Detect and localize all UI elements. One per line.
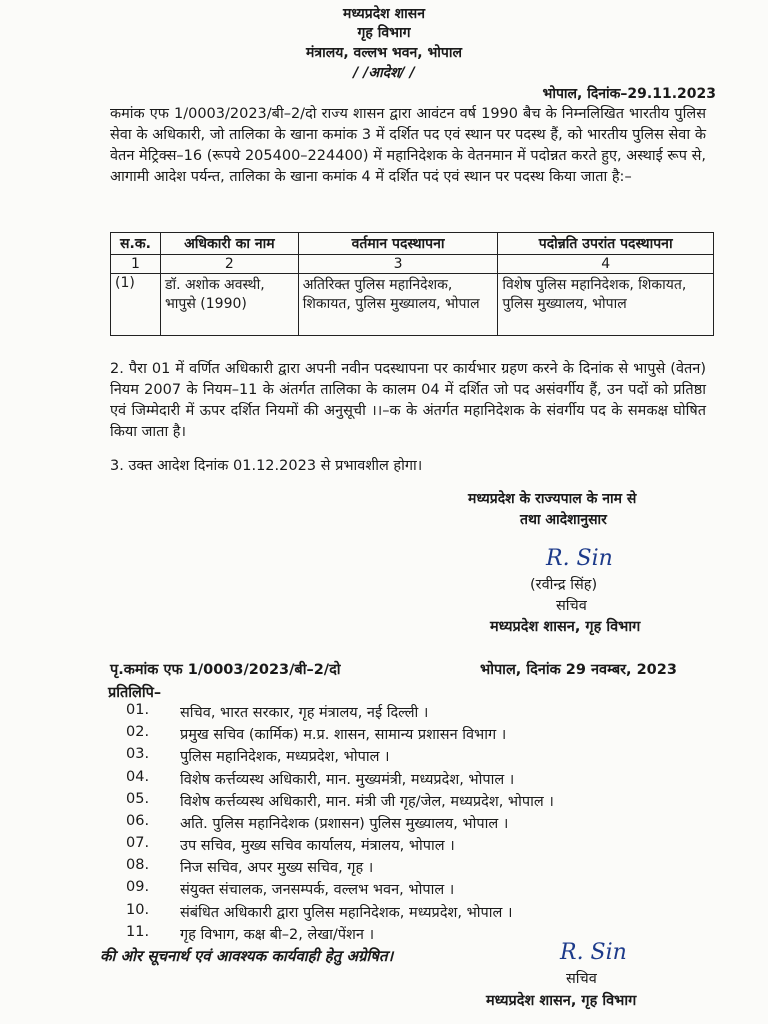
forwarding-note: की ओर सूचनार्थ एवं आवश्यक कार्यवाही हेतु अग्रेषित।: [100, 947, 394, 965]
col-number: 1: [111, 255, 161, 274]
list-item-text: विशेष कर्त्तव्यस्थ अधिकारी, मान. मंत्री जी गृह/जेल, मध्यप्रदेश, भोपाल ।: [180, 794, 554, 810]
list-item-text: निज सचिव, अपर मुख्य सचिव, गृह ।: [180, 860, 374, 876]
list-item: [0, 902, 768, 924]
list-item-text: विशेष कर्त्तव्यस्थ अधिकारी, मान. मुख्यमंत्री, मध्यप्रदेश, भोपाल ।: [180, 772, 515, 788]
col-header-current-posting: वर्तमान पदस्थापना: [298, 233, 498, 255]
list-item-number: 04.: [126, 769, 150, 785]
list-item: [0, 746, 768, 768]
table-row: [111, 274, 714, 336]
list-item-text: संयुक्त संचालक, जनसम्पर्क, वल्लभ भवन, भोपाल ।: [180, 882, 455, 898]
list-item-number: 11.: [126, 924, 150, 940]
table-number-row: [111, 255, 714, 274]
list-item-number: 06.: [126, 813, 150, 829]
list-item-text: उप सचिव, मुख्य सचिव कार्यालय, मंत्रालय, भोपाल ।: [180, 838, 455, 854]
list-item-number: 02.: [126, 724, 150, 740]
signatory-2-designation: सचिव: [566, 971, 597, 987]
promotion-table: [110, 232, 714, 336]
header-state: मध्यप्रदेश शासन: [343, 6, 425, 22]
list-item-text: गृह विभाग, कक्ष बी–2, लेखा/पेंशन ।: [180, 927, 375, 943]
authority-line-1: मध्यप्रदेश के राज्यपाल के नाम से: [468, 491, 637, 507]
endorsement-number: पृ.कमांक एफ 1/0003/2023/बी–2/दो: [110, 662, 341, 678]
col-number: 4: [498, 255, 714, 274]
list-item-number: 09.: [126, 879, 150, 895]
list-item: [0, 724, 768, 746]
signatory-department: मध्यप्रदेश शासन, गृह विभाग: [490, 619, 641, 635]
list-item-number: 03.: [126, 746, 150, 762]
col-header-name: अधिकारी का नाम: [160, 233, 298, 255]
list-item-number: 10.: [126, 902, 150, 918]
list-item: [0, 857, 768, 879]
copy-to-label: प्रतिलिपि–: [108, 685, 162, 701]
endorsement-date: भोपाल, दिनांक 29 नवम्बर, 2023: [480, 662, 677, 678]
paragraph-2: 2. पैरा 01 में वर्णित अधिकारी द्वारा अपनी नवीन पदस्थापना पर कार्यभार ग्रहण करने के दिनांक से भापुसे (वेतन) नियम 2007 के नियम–11 के अंतर्गत तालिका के कालम 04 में दर्शित जो पद असंवर्गीय हैं, उन पदों को प्रतिष्ठा एवं जिम्मेदारी में ऊपर दर्शित नियमों की अनुसूची ।।–क के अंतर्गत महानिदेशक के संवर्गीय पद के समकक्ष घोषित किया जाता है।: [110, 361, 706, 440]
list-item: [0, 791, 768, 813]
signature-2: R. Sin: [560, 940, 627, 965]
cell-current-posting: अतिरिक्त पुलिस महानिदेशक, शिकायत, पुलिस मुख्यालय, भोपाल: [298, 274, 498, 336]
col-header-serial: स.क.: [111, 233, 161, 255]
list-item-number: 07.: [126, 835, 150, 851]
order-title: / /आदेश/ /: [353, 65, 415, 81]
intro-paragraph: कमांक एफ 1/0003/2023/बी–2/दो राज्य शासन द्वारा आवंटन वर्ष 1990 बैच के निम्नलिखित भारतीय पुलिस सेवा के अधिकारी, जो तालिका के खाना कमांक 3 में दर्शित पद एवं स्थान पर पदस्थ हैं, को भारतीय पुलिस सेवा के वेतन मेट्रिक्स–16 (रूपये 205400–224400) में महानिदेशक के वेतनमान में पदोन्नत करते हुए, अस्थाई रूप से, आगामी आदेश पर्यन्त, तालिका के खाना कमांक 4 में दर्शित पदं एवं स्थान पर पदस्थ किया जाता है:–: [110, 106, 706, 185]
list-item: [0, 924, 768, 946]
cell-promoted-posting: विशेष पुलिस महानिदेशक, शिकायत, पुलिस मुख्यालय, भोपाल: [498, 274, 714, 336]
header-department: गृह विभाग: [357, 25, 411, 41]
list-item-text: अति. पुलिस महानिदेशक (प्रशासन) पुलिस मुख्यालय, भोपाल ।: [180, 816, 509, 832]
header-address: मंत्रालय, वल्लभ भवन, भोपाल: [306, 45, 462, 61]
list-item-text: पुलिस महानिदेशक, मध्यप्रदेश, भोपाल ।: [180, 749, 390, 765]
list-item-text: प्रमुख सचिव (कार्मिक) म.प्र. शासन, सामान्य प्रशासन विभाग ।: [180, 727, 507, 743]
authority-line-2: तथा आदेशानुसार: [520, 512, 607, 528]
paragraph-3: 3. उक्त आदेश दिनांक 01.12.2023 से प्रभावशील होगा।: [110, 458, 423, 474]
list-item: [0, 879, 768, 901]
list-item: [0, 702, 768, 724]
list-item-text: संबंधित अधिकारी द्वारा पुलिस महानिदेशक, मध्यप्रदेश, भोपाल ।: [180, 905, 513, 921]
cell-serial: (1): [111, 274, 161, 336]
list-item: [0, 835, 768, 857]
signatory-2-department: मध्यप्रदेश शासन, गृह विभाग: [486, 993, 637, 1009]
col-header-promoted-posting: पदोन्नति उपरांत पदस्थापना: [498, 233, 714, 255]
col-number: 2: [160, 255, 298, 274]
list-item-number: 05.: [126, 791, 150, 807]
signature-1: R. Sin: [546, 546, 613, 571]
cell-officer-name: डॉ. अशोक अवस्थी, भापुसे (1990): [160, 274, 298, 336]
list-item-text: सचिव, भारत सरकार, गृह मंत्रालय, नई दिल्ली ।: [180, 705, 429, 721]
place-date: भोपाल, दिनांक–29.11.2023: [542, 86, 716, 102]
signatory-name: (रवीन्द्र सिंह): [530, 577, 598, 593]
list-item: [0, 769, 768, 791]
list-item-number: 01.: [126, 702, 150, 718]
signatory-designation: सचिव: [556, 598, 587, 614]
list-item: [0, 813, 768, 835]
table-header-row: [111, 233, 714, 255]
list-item-number: 08.: [126, 857, 150, 873]
col-number: 3: [298, 255, 498, 274]
